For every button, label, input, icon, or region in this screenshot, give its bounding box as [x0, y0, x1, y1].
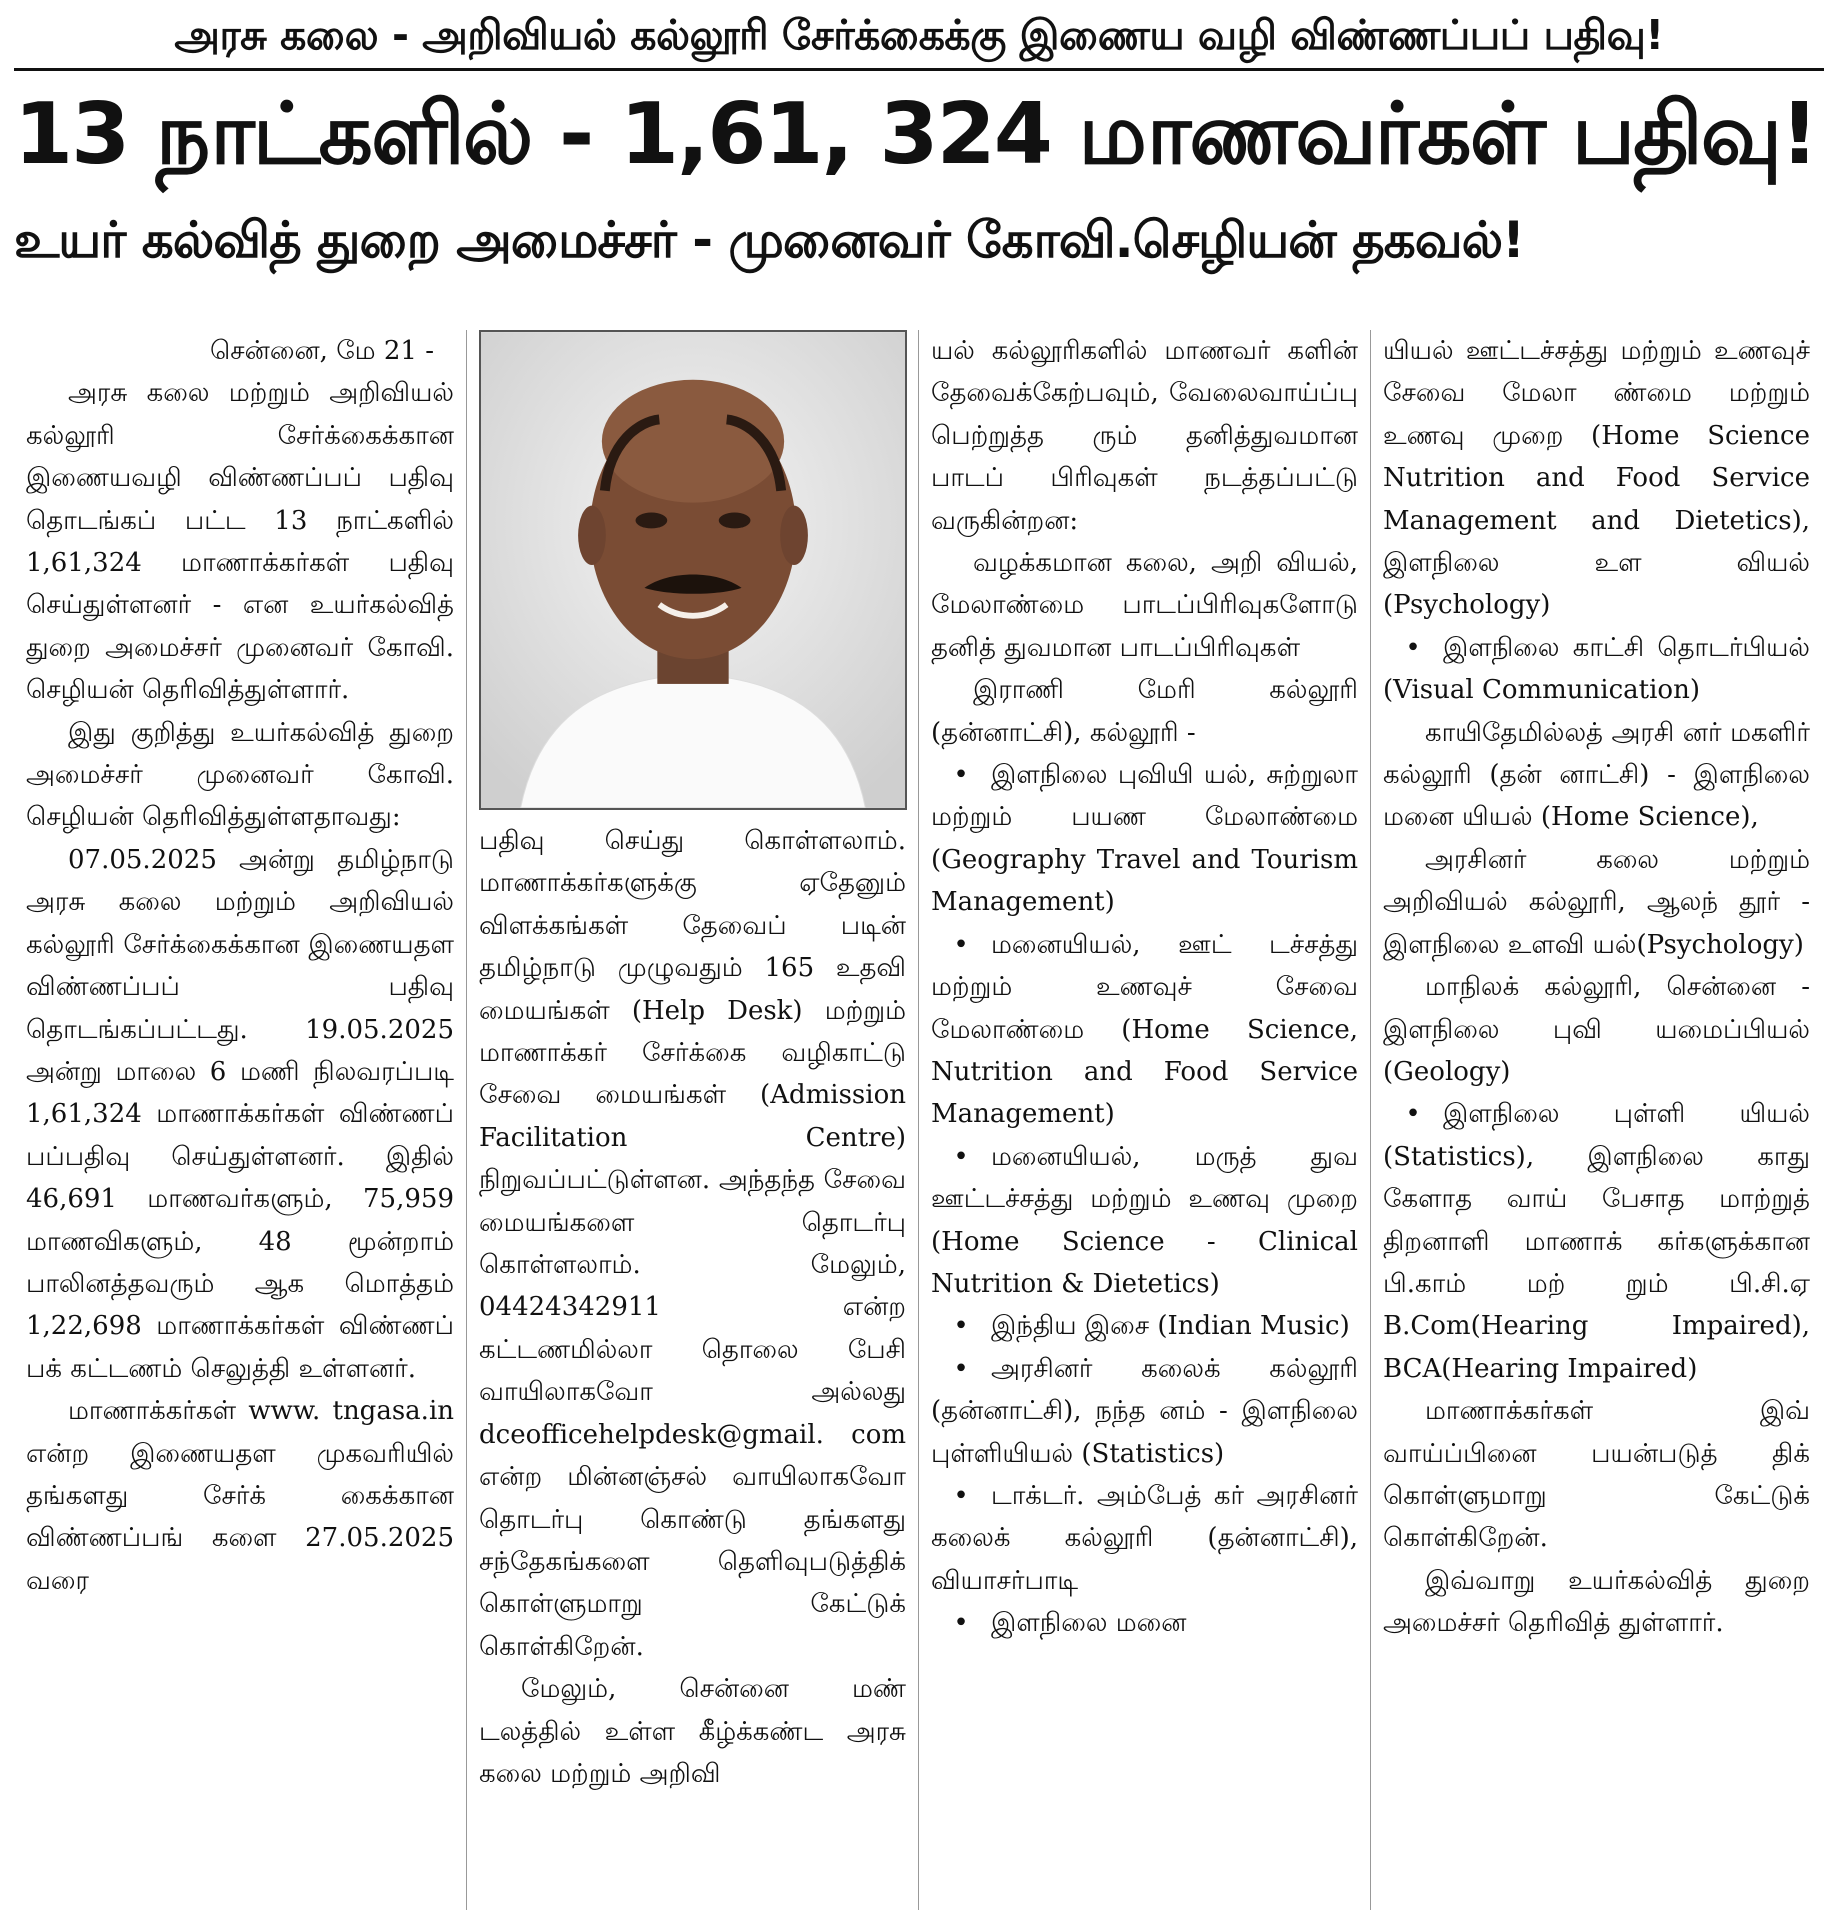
bullet-icon: •: [1405, 1099, 1421, 1130]
headline: 13 நாட்களில் - 1,61, 324 மாணவர்கள் பதிவு!: [14, 85, 1817, 184]
bullet-icon: •: [953, 1311, 969, 1342]
minister-photo: [479, 330, 907, 810]
column-4: [1370, 330, 1822, 1910]
paragraph: யல் கல்லூரிகளில் மாணவர் களின் தேவைக்கேற்பவும், வேலைவாய்ப்பு பெற்றுத்த ரும் தனித்துவமான பாடப் பிரிவுகள் நடத்தப்பட்டு வருகின்றன:: [931, 336, 1358, 536]
paragraph: இவ்வாறு உயர்கல்வித் துறை அமைச்சர் தெரிவித் துள்ளார்.: [1383, 1565, 1810, 1639]
paragraph: அரசினர் கலை மற்றும் அறிவியல் கல்லூரி, ஆலந் தூர் - இளநிலை உளவி யல்(Psychology): [1383, 844, 1810, 960]
list-item: • மனையியல், ஊட் டச்சத்து மற்றும் உணவுச் சேவை மேலாண்மை (Home Science, Nutrition and Food Service Management): [931, 924, 1358, 1136]
list-item: • டாக்டர். அம்பேத் கர் அரசினர் கலைக் கல்லூரி (தன்னாட்சி), வியாசர்பாடி: [931, 1475, 1358, 1602]
list-item: • இளநிலை காட்சி தொடர்பியல் (Visual Communication): [1383, 627, 1810, 712]
paragraph: மாணாக்கர்கள் www. tngasa.in என்ற இணையதள முகவரியில் தங்களது சேர்க் கைக்கான விண்ணப்பங் களை 27.05.2025 வரை: [26, 1396, 454, 1596]
paragraph: வழக்கமான கலை, அறி வியல், மேலாண்மை பாடப்பிரிவுகளோடு தனித் துவமான பாடப்பிரிவுகள்: [931, 548, 1358, 663]
paragraph: காயிதேமில்லத் அரசி னர் மகளிர் கல்லூரி (தன் னாட்சி) - இளநிலை மனை யியல் (Home Science),: [1383, 717, 1810, 833]
bullet-icon: •: [953, 929, 969, 960]
list-item: • இந்திய இசை (Indian Music): [931, 1305, 1358, 1347]
bullet-icon: •: [953, 1608, 969, 1639]
bullet-icon: •: [953, 1480, 969, 1511]
list-item: • இளநிலை புள்ளி யியல் (Statistics), இளநிலை காது கேளாத வாய் பேசாத மாற்றுத் திறனாளி மாணாக் கர்களுக்கான பி.காம் மற் றும் பி.சி.ஏ B.Com(Hearing Impaired), BCA(Hearing Impaired): [1383, 1093, 1810, 1390]
paragraph: அரசு கலை மற்றும் அறிவியல் கல்லூரி சேர்க்கைக்கான இணையவழி விண்ணப்பப் பதிவு தொடங்கப் பட்ட 13 நாட்களில் 1,61,324 மாணாக்கர்கள் பதிவு செய்துள்ளனர் - என உயர்கல்வித் துறை அமைச்சர் முனைவர் கோவி. செழியன் தெரிவித்துள்ளார்.: [26, 378, 454, 706]
paragraph: பதிவு செய்து கொள்ளலாம். மாணாக்கர்களுக்கு ஏதேனும் விளக்கங்கள் தேவைப் படின் தமிழ்நாடு முழுவதும் 165 உதவி மையங்கள் (Help Desk) மற்றும் மாணாக்கர் சேர்க்கை வழிகாட்டு சேவை மையங்கள் (Admission Facilitation Centre) நிறுவப்பட்டுள்ளன. அந்தந்த சேவை மையங்களை தொடர்பு கொள்ளலாம். மேலும், 04424342911 என்ற கட்டணமில்லா தொலை பேசி வாயிலாகவோ அல்லது dceofficehelpdesk@gmail. com என்ற மின்னஞ்சல் வாயிலாகவோ தொடர்பு கொண்டு தங்களது சந்தேகங்களை தெளிவுபடுத்திக் கொள்ளுமாறு கேட்டுக் கொள்கிறேன்.: [479, 826, 906, 1662]
bullet-icon: •: [953, 1141, 969, 1172]
top-rule: [14, 68, 1824, 71]
column-3: [918, 330, 1370, 1910]
bullet-icon: •: [1405, 632, 1421, 663]
dateline: சென்னை, மே 21 -: [210, 336, 434, 366]
paragraph: இது குறித்து உயர்கல்வித் துறை அமைச்சர் முனைவர் கோவி. செழியன் தெரிவித்துள்ளதாவது:: [26, 717, 454, 833]
bullet-icon: •: [953, 760, 969, 791]
portrait-illustration: [481, 332, 905, 808]
list-item: • இளநிலை மனை: [931, 1602, 1358, 1644]
article-columns: [14, 330, 1824, 1910]
list-item: • மனையியல், மருத் துவ ஊட்டச்சத்து மற்றும் உணவு முறை (Home Science - Clinical Nutrition & Dietetics): [931, 1136, 1358, 1306]
bullet-icon: •: [953, 1353, 969, 1384]
paragraph: மாநிலக் கல்லூரி, சென்னை - இளநிலை புவி யமைப்பியல் (Geology): [1383, 972, 1810, 1087]
column-2: [466, 330, 918, 1910]
list-item: • இளநிலை புவியி யல், சுற்றுலா மற்றும் பயண மேலாண்மை (Geography Travel and Tourism Management): [931, 754, 1358, 924]
list-item: • அரசினர் கலைக் கல்லூரி (தன்னாட்சி), நந்த னம் - இளநிலை புள்ளியியல் (Statistics): [931, 1348, 1358, 1475]
paragraph: மாணாக்கர்கள் இவ் வாய்ப்பினை பயன்படுத் திக் கொள்ளுமாறு கேட்டுக் கொள்கிறேன்.: [1383, 1396, 1810, 1554]
paragraph: யியல் ஊட்டச்சத்து மற்றும் உணவுச் சேவை மேலா ண்மை மற்றும் உணவு முறை (Home Science Nutrition and Food Service Management and Dietetics), இளநிலை உள வியல் (Psychology): [1383, 336, 1810, 621]
paragraph: மேலும், சென்னை மண் டலத்தில் உள்ள கீழ்க்கண்ட அரசு கலை மற்றும் அறிவி: [479, 1674, 906, 1789]
column-1: [14, 330, 466, 1910]
paragraph: இராணி மேரி கல்லூரி (தன்னாட்சி), கல்லூரி -: [931, 675, 1358, 748]
subheadline: உயர் கல்வித் துறை அமைச்சர் - முனைவர் கோவி.செழியன் தகவல்!: [14, 211, 1524, 269]
paragraph: 07.05.2025 அன்று தமிழ்நாடு அரசு கலை மற்றும் அறிவியல் கல்லூரி சேர்க்கைக்கான இணையதள விண்ணப்பப் பதிவு தொடங்கப்பட்டது. 19.05.2025 அன்று மாலை 6 மணி நிலவரப்படி 1,61,324 மாணாக்கர்கள் விண்ணப் பப்பதிவு செய்துள்ளனர். இதில் 46,691 மாணவர்களும், 75,959 மாணவிகளும், 48 மூன்றாம் பாலினத்தவரும் ஆக மொத்தம் 1,22,698 மாணாக்கர்கள் விண்ணப் பக் கட்டணம் செலுத்தி உள்ளனர்.: [26, 844, 454, 1384]
kicker-line: அரசு கலை - அறிவியல் கல்லூரி சேர்க்கைக்கு இணைய வழி விண்ணப்பப் பதிவு!: [174, 11, 1664, 59]
